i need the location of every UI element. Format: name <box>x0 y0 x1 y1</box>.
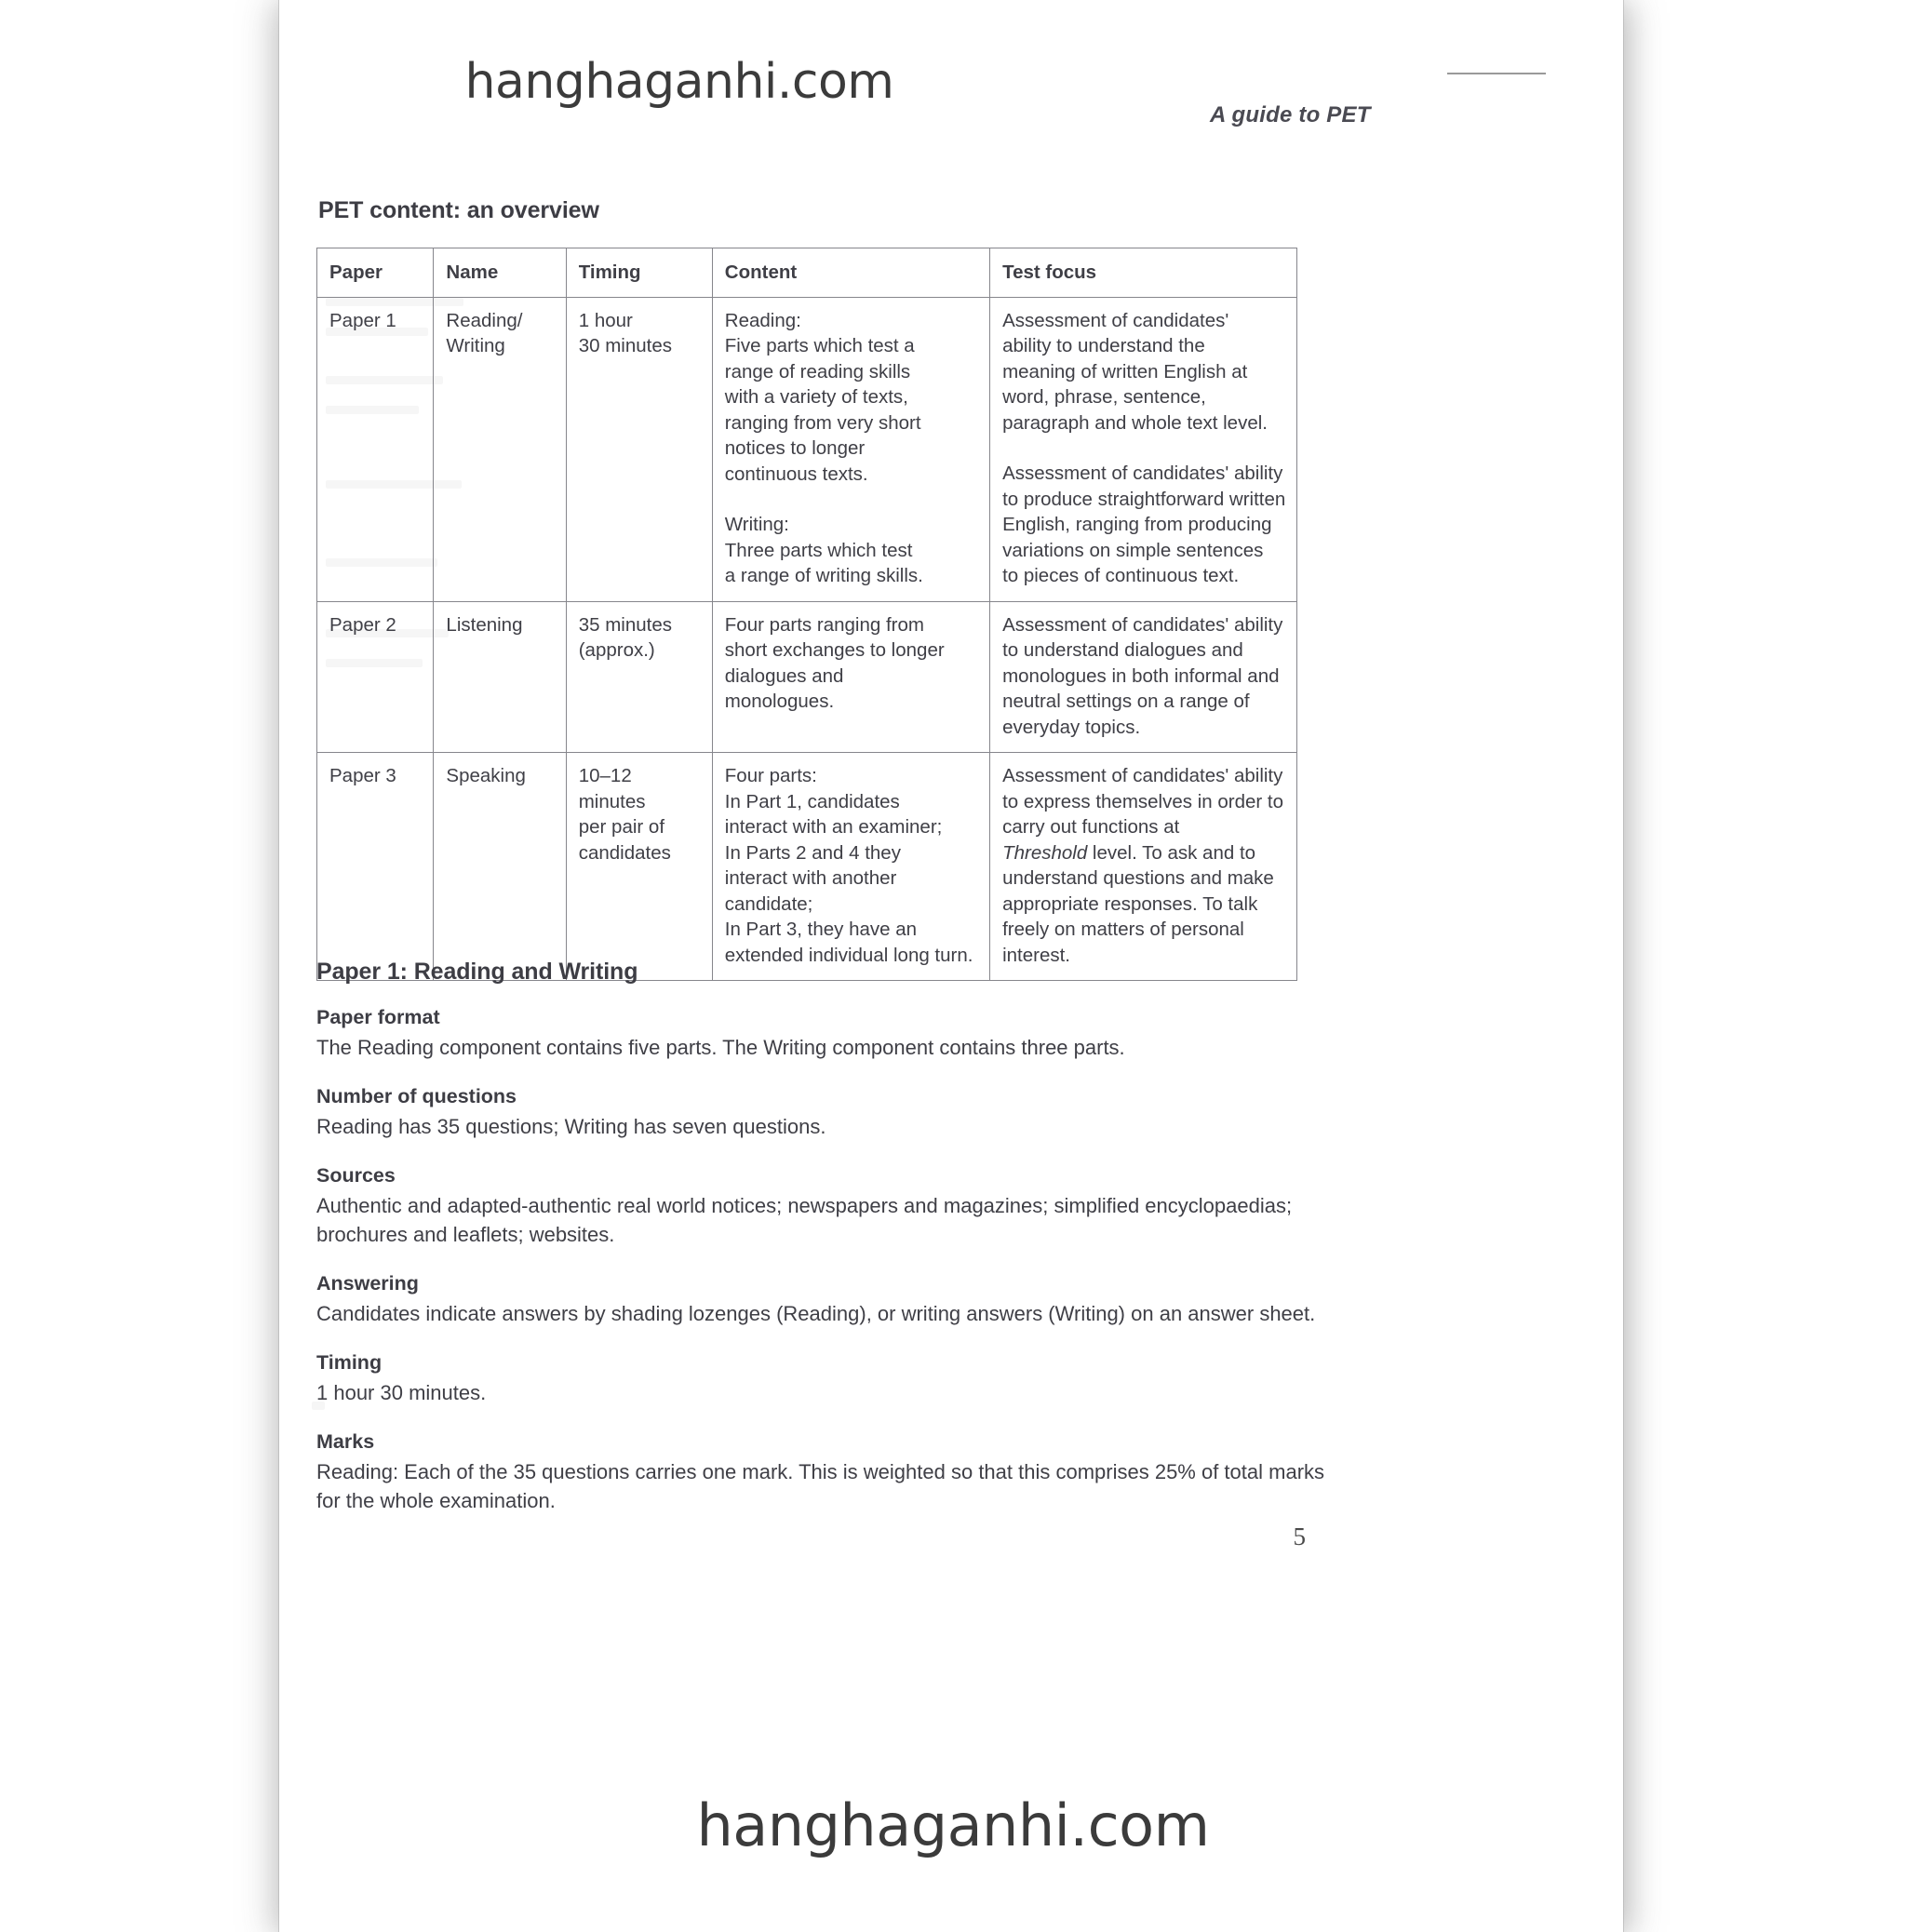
content-reading: Reading: Five parts which test a range of reading skills with a variety of texts, ranging from very short notices to longer continuous texts. <box>725 310 921 485</box>
focus-reading: Assessment of candidates' ability to understand the meaning of written English at word, phrase, sentence, paragraph and whole text level. <box>1002 310 1268 434</box>
content-writing: Writing: Three parts which test a range of writing skills. <box>725 514 923 586</box>
pet-content-table <box>316 248 1297 981</box>
column-header-content: Content <box>712 248 989 298</box>
page-title: PET content: an overview <box>318 197 599 224</box>
cell-name: Listening <box>434 601 566 753</box>
paragraph-timing: 1 hour 30 minutes. <box>316 1378 1331 1407</box>
column-header-test-focus: Test focus <box>990 248 1297 298</box>
table-row <box>317 297 1297 601</box>
heading-timing: Timing <box>316 1351 1331 1375</box>
cell-paper: Paper 1 <box>317 297 434 601</box>
bottom-watermark: hanghaganhi.com <box>289 1791 1617 1859</box>
cell-test-focus <box>990 753 1297 981</box>
column-header-paper: Paper <box>317 248 434 298</box>
top-watermark: hanghaganhi.com <box>289 54 1070 110</box>
cell-timing: 10–12 minutes per pair of candidates <box>566 753 712 981</box>
heading-number-of-questions: Number of questions <box>316 1085 1331 1108</box>
cell-test-focus: Assessment of candidates' ability to understand dialogues and monologues in both informal and neutral settings on a range of everyday topics. <box>990 601 1297 753</box>
paragraph-sources: Authentic and adapted-authentic real world notices; newspapers and magazines; simplified encyclopaedias; brochures and leaflets; websites. <box>316 1191 1331 1249</box>
cell-paper: Paper 3 <box>317 753 434 981</box>
cell-name: Speaking <box>434 753 566 981</box>
cell-content: Four parts: In Part 1, candidates interact with an examiner; In Parts 2 and 4 they interact with another candidate; In Part 3, they have an extended individual long turn. <box>712 753 989 981</box>
cell-content: Four parts ranging from short exchanges to longer dialogues and monologues. <box>712 601 989 753</box>
heading-marks: Marks <box>316 1430 1331 1454</box>
cell-name: Reading/ Writing <box>434 297 566 601</box>
table-row <box>317 601 1297 753</box>
header-rule <box>1447 73 1546 74</box>
table-row <box>317 753 1297 981</box>
document-page <box>289 0 1617 1906</box>
focus-writing: Assessment of candidates' ability to produce straightforward written English, ranging from producing variations on simple sentences to pieces of continuous text. <box>1002 463 1285 586</box>
focus-text-tail: level. To ask and to understand questions and make appropriate responses. To talk freely on matters of personal interest. <box>1002 842 1274 966</box>
heading-sources: Sources <box>316 1164 1331 1187</box>
paper1-section <box>316 959 1331 1515</box>
focus-term-threshold: Threshold <box>1002 842 1087 864</box>
table-header-row <box>317 248 1297 298</box>
cell-timing: 1 hour 30 minutes <box>566 297 712 601</box>
paragraph-gap <box>1002 436 1286 461</box>
cell-test-focus <box>990 297 1297 601</box>
paragraph-answering: Candidates indicate answers by shading lozenges (Reading), or writing answers (Writing) on an answer sheet. <box>316 1299 1331 1328</box>
guide-label: A guide to PET <box>1210 102 1371 128</box>
paper1-title: Paper 1: Reading and Writing <box>316 959 1331 986</box>
heading-paper-format: Paper format <box>316 1006 1331 1029</box>
column-header-timing: Timing <box>566 248 712 298</box>
cell-paper: Paper 2 <box>317 601 434 753</box>
column-header-name: Name <box>434 248 566 298</box>
heading-answering: Answering <box>316 1272 1331 1295</box>
focus-text-lead: Assessment of candidates' ability to express themselves in order to carry out functions at <box>1002 765 1283 838</box>
paragraph-paper-format: The Reading component contains five parts. The Writing component contains three parts. <box>316 1033 1331 1062</box>
paragraph-number-of-questions: Reading has 35 questions; Writing has seven questions. <box>316 1112 1331 1141</box>
cell-timing: 35 minutes (approx.) <box>566 601 712 753</box>
paragraph-gap <box>725 487 979 512</box>
cell-content <box>712 297 989 601</box>
paragraph-marks: Reading: Each of the 35 questions carries one mark. This is weighted so that this comprises 25% of total marks for the whole examination. <box>316 1457 1331 1515</box>
page-number: 5 <box>289 1523 1306 1551</box>
